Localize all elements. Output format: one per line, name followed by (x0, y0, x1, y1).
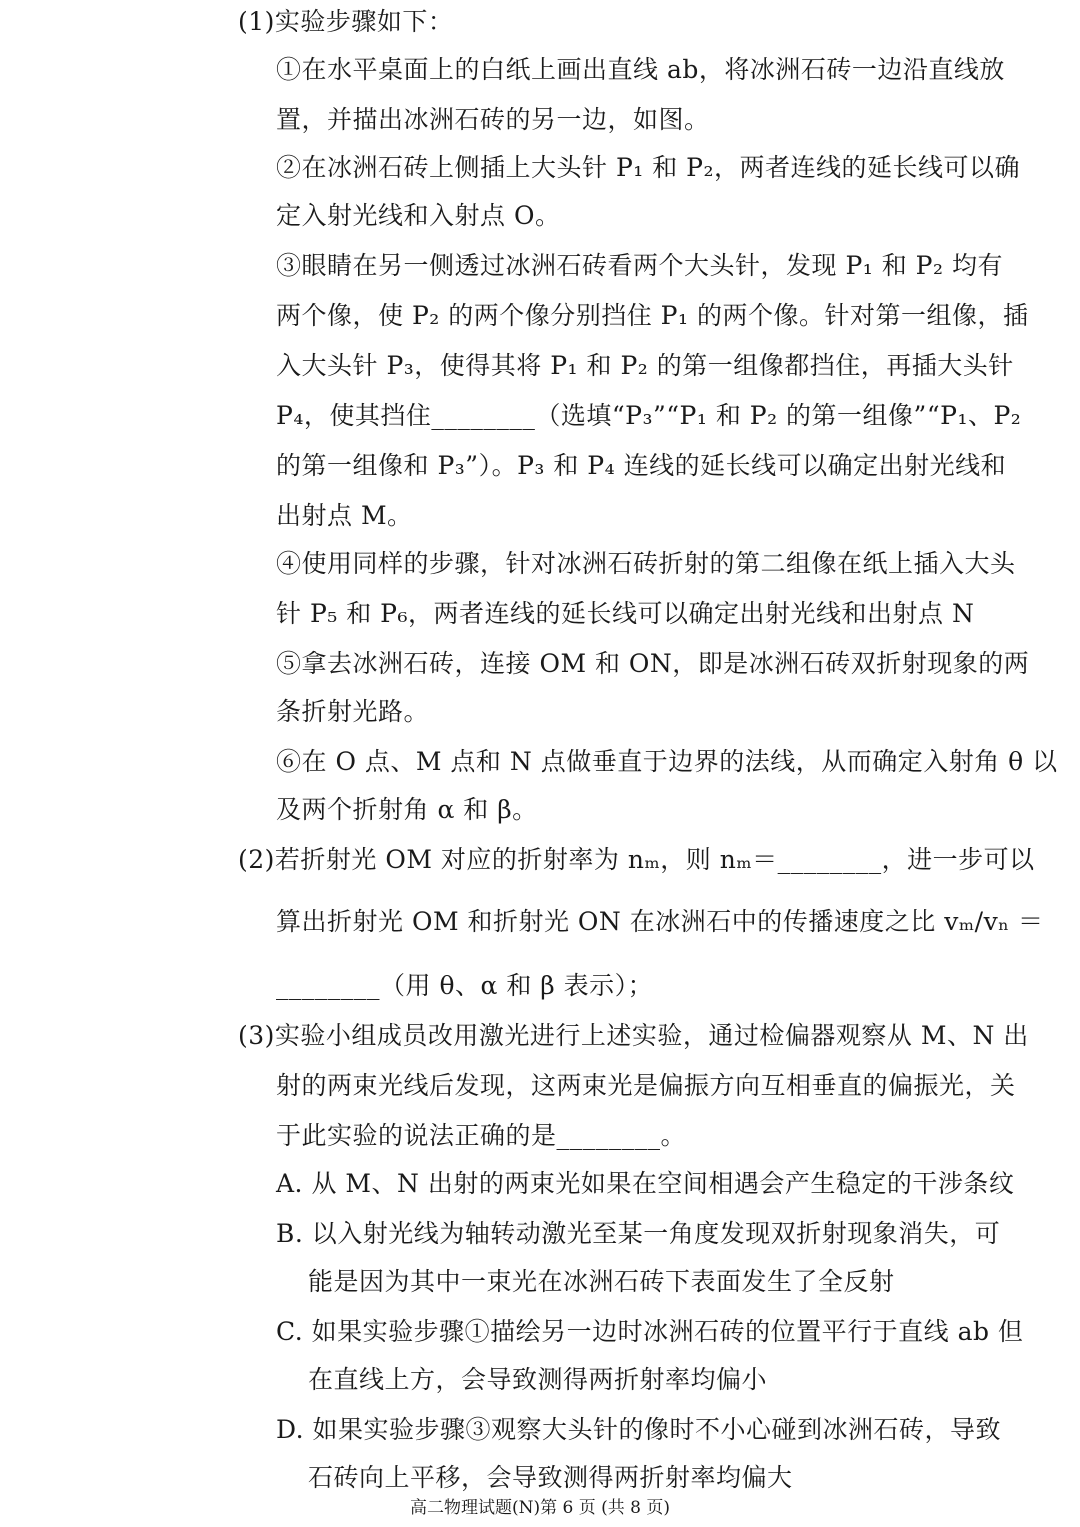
text-line: C. 如果实验步骤①描绘另一边时冰洲石砖的位置平行于直线 ab 但 (276, 1317, 1024, 1346)
text-line: D. 如果实验步骤③观察大头针的像时不小心碰到冰洲石砖，导致 (276, 1415, 1002, 1444)
text-line: 针 P₅ 和 P₆，两者连线的延长线可以确定出射光线和出射点 N (276, 599, 975, 628)
text-line: B. 以入射光线为轴转动激光至某一角度发现双折射现象消失，可 (276, 1219, 1001, 1248)
text-line: 及两个折射角 α 和 β。 (276, 795, 538, 824)
text-line: (3)实验小组成员改用激光进行上述实验，通过检偏器观察从 M、N 出 (238, 1021, 1029, 1050)
text-line: A. 从 M、N 出射的两束光如果在空间相遇会产生稳定的干涉条纹 (276, 1169, 1015, 1198)
text-line: P₄，使其挡住________（选填“P₃”“P₁ 和 P₂ 的第一组像”“P₁、P₂ (276, 401, 1022, 430)
text-line: 石砖向上平移，会导致测得两折射率均偏大 (308, 1463, 793, 1492)
text-line: ⑥在 O 点、M 点和 N 点做垂直于边界的法线，从而确定入射角 θ 以 (276, 747, 1058, 776)
text-line: 射的两束光线后发现，这两束光是偏振方向互相垂直的偏振光，关 (276, 1071, 1016, 1100)
text-line: ③眼睛在另一侧透过冰洲石砖看两个大头针，发现 P₁ 和 P₂ 均有 (276, 251, 1003, 280)
page-footer: 高二物理试题(N)第 6 页 (共 8 页) (409, 1498, 671, 1518)
text-line: ①在水平桌面上的白纸上画出直线 ab，将冰洲石砖一边沿直线放 (276, 55, 1005, 84)
text-line: 置，并描出冰洲石砖的另一边，如图。 (276, 105, 710, 134)
text-line: 入大头针 P₃，使得其将 P₁ 和 P₂ 的第一组像都挡住，再插大头针 (276, 351, 1014, 380)
text-line: (1)实验步骤如下： (238, 7, 454, 36)
text-line: 的第一组像和 P₃”）。P₃ 和 P₄ 连线的延长线可以确定出射光线和 (276, 451, 1007, 480)
text-line: 条折射光路。 (276, 697, 430, 726)
text-line: ________（用 θ、α 和 β 表示）； (276, 971, 654, 1000)
text-line: ②在冰洲石砖上侧插上大头针 P₁ 和 P₂，两者连线的延长线可以确 (276, 153, 1021, 182)
text-line: 定入射光线和入射点 O。 (276, 201, 561, 230)
text-line: 能是因为其中一束光在冰洲石砖下表面发生了全反射 (308, 1267, 895, 1296)
text-line: 出射点 M。 (276, 501, 413, 530)
text-line: ⑤拿去冰洲石砖，连接 OM 和 ON，即是冰洲石砖双折射现象的两 (276, 649, 1030, 678)
text-line: 两个像，使 P₂ 的两个像分别挡住 P₁ 的两个像。针对第一组像，插 (276, 301, 1029, 330)
text-line: 在直线上方，会导致测得两折射率均偏小 (308, 1365, 768, 1394)
text-line: 于此实验的说法正确的是________。 (276, 1121, 687, 1150)
text-line: 算出折射光 OM 和折射光 ON 在冰洲石中的传播速度之比 vₘ/vₙ ＝ (276, 907, 1044, 936)
text-line: ④使用同样的步骤，针对冰洲石砖折射的第二组像在纸上插入大头 (276, 549, 1016, 578)
text-line: (2)若折射光 OM 对应的折射率为 nₘ，则 nₘ＝________，进一步可以 (238, 845, 1035, 874)
